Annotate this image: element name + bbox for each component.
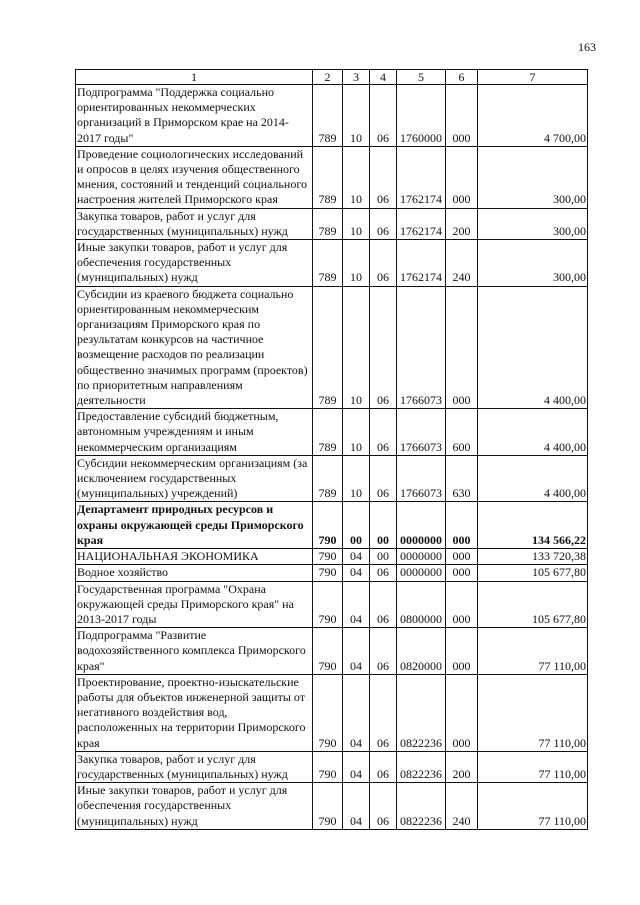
row-section-cell: 04 — [343, 549, 370, 565]
page-number: 163 — [578, 40, 596, 54]
row-subsection-cell: 06 — [370, 674, 397, 751]
row-name-cell: Субсидии из краевого бюджета социально ориентированным некоммерческим организациям Приморского края по результатам конкурсов на частичное возмещение расходов по реализации общественно значимых программ (проектов) по приоритетным направлениям деятельности — [76, 286, 313, 409]
row-chapter-cell: 790 — [313, 502, 343, 549]
row-subsection-cell: 06 — [370, 455, 397, 502]
row-section-cell: 04 — [343, 581, 370, 628]
row-amount-cell: 77 110,00 — [478, 628, 588, 675]
table-row — [76, 581, 588, 628]
row-section-cell: 10 — [343, 146, 370, 208]
row-name-cell: Иные закупки товаров, работ и услуг для обеспечения государственных (муниципальных) нужд — [76, 783, 313, 830]
row-section-cell: 10 — [343, 240, 370, 287]
row-name-cell: Департамент природных ресурсов и охраны окружающей среды Приморского края — [76, 502, 313, 549]
table-row — [76, 565, 588, 581]
row-target-cell: 1766073 — [397, 286, 446, 409]
row-subsection-cell: 06 — [370, 581, 397, 628]
row-chapter-cell: 790 — [313, 628, 343, 675]
row-section-cell: 04 — [343, 674, 370, 751]
row-target-cell: 0800000 — [397, 581, 446, 628]
row-target-cell: 1762174 — [397, 208, 446, 239]
table-row — [76, 751, 588, 782]
row-expense-type-cell: 000 — [446, 674, 478, 751]
row-expense-type-cell: 200 — [446, 751, 478, 782]
row-name-cell: Закупка товаров, работ и услуг для государственных (муниципальных) нужд — [76, 208, 313, 239]
row-expense-type-cell: 000 — [446, 628, 478, 675]
row-subsection-cell: 06 — [370, 286, 397, 409]
table-row — [76, 240, 588, 287]
row-expense-type-cell: 240 — [446, 783, 478, 830]
row-section-cell: 10 — [343, 409, 370, 456]
row-name-cell: Проектирование, проектно-изыскательские работы для объектов инженерной защиты от негативного воздействия вод, расположенных на территории Приморского края — [76, 674, 313, 751]
row-expense-type-cell: 200 — [446, 208, 478, 239]
table-row — [76, 783, 588, 830]
row-section-cell: 04 — [343, 628, 370, 675]
table-body — [76, 85, 588, 830]
row-amount-cell: 4 700,00 — [478, 85, 588, 147]
budget-table — [75, 69, 588, 830]
row-chapter-cell: 789 — [313, 85, 343, 147]
row-section-cell: 10 — [343, 208, 370, 239]
row-chapter-cell: 790 — [313, 783, 343, 830]
row-subsection-cell: 06 — [370, 628, 397, 675]
row-subsection-cell: 00 — [370, 502, 397, 549]
table-row — [76, 549, 588, 565]
row-expense-type-cell: 600 — [446, 409, 478, 456]
row-name-cell: Государственная программа "Охрана окружающей среды Приморского края" на 2013-2017 годы — [76, 581, 313, 628]
row-chapter-cell: 790 — [313, 565, 343, 581]
table-row — [76, 502, 588, 549]
row-chapter-cell: 790 — [313, 581, 343, 628]
row-subsection-cell: 06 — [370, 240, 397, 287]
row-amount-cell: 4 400,00 — [478, 286, 588, 409]
row-expense-type-cell: 000 — [446, 286, 478, 409]
row-subsection-cell: 06 — [370, 85, 397, 147]
row-section-cell: 10 — [343, 85, 370, 147]
row-amount-cell: 105 677,80 — [478, 565, 588, 581]
row-expense-type-cell: 240 — [446, 240, 478, 287]
column-header: 6 — [446, 70, 478, 85]
row-chapter-cell: 789 — [313, 409, 343, 456]
table-row — [76, 146, 588, 208]
row-chapter-cell: 790 — [313, 751, 343, 782]
row-subsection-cell: 06 — [370, 751, 397, 782]
row-expense-type-cell: 630 — [446, 455, 478, 502]
row-name-cell: НАЦИОНАЛЬНАЯ ЭКОНОМИКА — [76, 549, 313, 565]
row-amount-cell: 105 677,80 — [478, 581, 588, 628]
column-header: 7 — [478, 70, 588, 85]
row-expense-type-cell: 000 — [446, 549, 478, 565]
row-amount-cell: 134 566,22 — [478, 502, 588, 549]
column-header: 3 — [343, 70, 370, 85]
table-row — [76, 208, 588, 239]
row-target-cell: 1766073 — [397, 409, 446, 456]
table-row — [76, 286, 588, 409]
table-row — [76, 409, 588, 456]
row-target-cell: 1760000 — [397, 85, 446, 147]
row-amount-cell: 4 400,00 — [478, 455, 588, 502]
row-name-cell: Водное хозяйство — [76, 565, 313, 581]
row-chapter-cell: 790 — [313, 674, 343, 751]
row-target-cell: 0000000 — [397, 502, 446, 549]
row-expense-type-cell: 000 — [446, 565, 478, 581]
row-expense-type-cell: 000 — [446, 581, 478, 628]
row-subsection-cell: 06 — [370, 409, 397, 456]
row-target-cell: 0000000 — [397, 549, 446, 565]
table-row — [76, 674, 588, 751]
row-expense-type-cell: 000 — [446, 146, 478, 208]
row-name-cell: Подпрограмма "Развитие водохозяйственного комплекса Приморского края" — [76, 628, 313, 675]
row-expense-type-cell: 000 — [446, 502, 478, 549]
table-row — [76, 85, 588, 147]
column-header: 1 — [76, 70, 313, 85]
column-header: 4 — [370, 70, 397, 85]
row-name-cell: Закупка товаров, работ и услуг для государственных (муниципальных) нужд — [76, 751, 313, 782]
row-chapter-cell: 790 — [313, 549, 343, 565]
row-section-cell: 10 — [343, 286, 370, 409]
row-amount-cell: 300,00 — [478, 146, 588, 208]
row-name-cell: Предоставление субсидий бюджетным, автономным учреждениям и иным некоммерческим организациям — [76, 409, 313, 456]
row-target-cell: 0822236 — [397, 751, 446, 782]
row-subsection-cell: 00 — [370, 549, 397, 565]
row-chapter-cell: 789 — [313, 286, 343, 409]
row-name-cell: Подпрограмма "Поддержка социально ориентированных некоммерческих организаций в Приморском крае на 2014-2017 годы" — [76, 85, 313, 147]
row-section-cell: 00 — [343, 502, 370, 549]
row-subsection-cell: 06 — [370, 783, 397, 830]
row-chapter-cell: 789 — [313, 208, 343, 239]
row-amount-cell: 133 720,38 — [478, 549, 588, 565]
table-row — [76, 628, 588, 675]
row-name-cell: Проведение социологических исследований и опросов в целях изучения общественного мнения, состояний и тенденций социального настроения жителей Приморского края — [76, 146, 313, 208]
row-amount-cell: 300,00 — [478, 240, 588, 287]
row-section-cell: 04 — [343, 751, 370, 782]
row-subsection-cell: 06 — [370, 146, 397, 208]
table-row — [76, 455, 588, 502]
row-target-cell: 1762174 — [397, 146, 446, 208]
row-amount-cell: 77 110,00 — [478, 783, 588, 830]
row-section-cell: 04 — [343, 783, 370, 830]
column-header: 5 — [397, 70, 446, 85]
row-amount-cell: 4 400,00 — [478, 409, 588, 456]
row-amount-cell: 77 110,00 — [478, 751, 588, 782]
row-chapter-cell: 789 — [313, 455, 343, 502]
row-name-cell: Иные закупки товаров, работ и услуг для обеспечения государственных (муниципальных) нужд — [76, 240, 313, 287]
row-section-cell: 04 — [343, 565, 370, 581]
row-target-cell: 0000000 — [397, 565, 446, 581]
table-header-row — [76, 70, 588, 85]
row-target-cell: 0822236 — [397, 674, 446, 751]
row-name-cell: Субсидии некоммерческим организациям (за исключением государственных (муниципальных) учреждений) — [76, 455, 313, 502]
row-target-cell: 0822236 — [397, 783, 446, 830]
column-header: 2 — [313, 70, 343, 85]
row-target-cell: 1762174 — [397, 240, 446, 287]
row-expense-type-cell: 000 — [446, 85, 478, 147]
row-section-cell: 10 — [343, 455, 370, 502]
row-amount-cell: 77 110,00 — [478, 674, 588, 751]
row-amount-cell: 300,00 — [478, 208, 588, 239]
row-target-cell: 0820000 — [397, 628, 446, 675]
row-subsection-cell: 06 — [370, 565, 397, 581]
row-subsection-cell: 06 — [370, 208, 397, 239]
row-target-cell: 1766073 — [397, 455, 446, 502]
row-chapter-cell: 789 — [313, 240, 343, 287]
row-chapter-cell: 789 — [313, 146, 343, 208]
